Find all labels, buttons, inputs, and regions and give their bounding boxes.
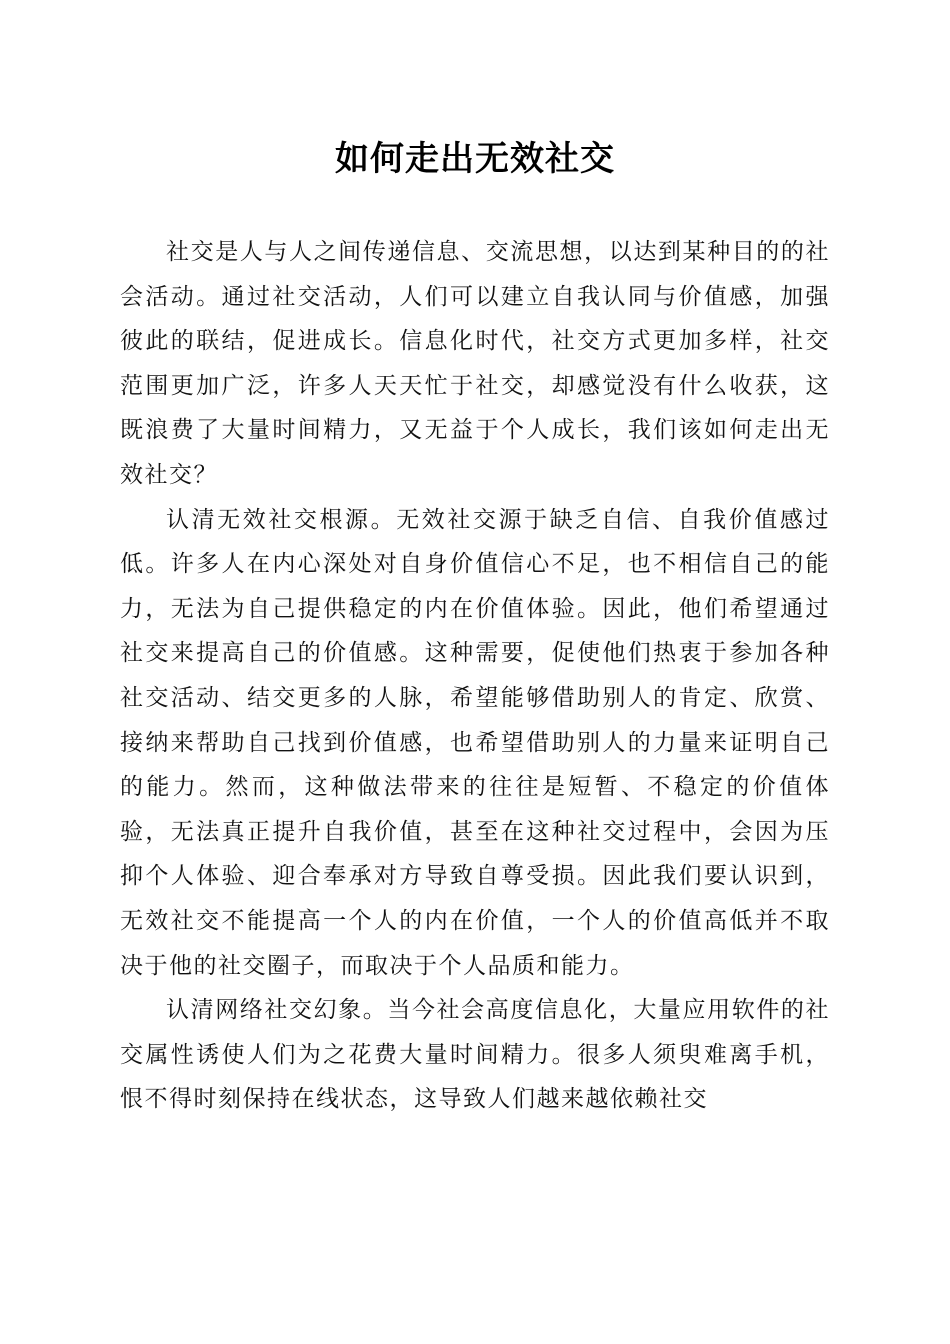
paragraph-root-cause: 认清无效社交根源。无效社交源于缺乏自信、自我价值感过低。许多人在内心深处对自身价值信心不足，也不相信自己的能力，无法为自己提供稳定的内在价值体验。因此，他们希望通过社交来提高自己的价值感。这种需要，促使他们热衷于参加各种社交活动、结交更多的人脉，希望能够借助别人的肯定、欣赏、接纳来帮助自己找到价值感，也希望借助别人的力量来证明自己的能力。然而，这种做法带来的往往是短暂、不稳定的价值体验，无法真正提升自我价值，甚至在这种社交过程中，会因为压抑个人体验、迎合奉承对方导致自尊受损。因此我们要认识到，无效社交不能提高一个人的内在价值，一个人的价值高低并不取决于他的社交圈子，而取决于个人品质和能力。 <box>120 506 830 979</box>
paragraph-intro: 社交是人与人之间传递信息、交流思想，以达到某种目的的社会活动。通过社交活动，人们可以建立自我认同与价值感，加强彼此的联结，促进成长。信息化时代，社交方式更加多样，社交范围更加广泛，许多人天天忙于社交，却感觉没有什么收获，这既浪费了大量时间精力，又无益于个人成长，我们该如何走出无效社交？ <box>120 239 830 488</box>
document-title: 如何走出无效社交 <box>335 139 615 179</box>
paragraph-online-illusion: 认清网络社交幻象。当今社会高度信息化，大量应用软件的社交属性诱使人们为之花费大量时间精力。很多人须臾难离手机，恨不得时刻保持在线状态，这导致人们越来越依赖社交 <box>120 997 830 1113</box>
document-body <box>120 230 830 1122</box>
